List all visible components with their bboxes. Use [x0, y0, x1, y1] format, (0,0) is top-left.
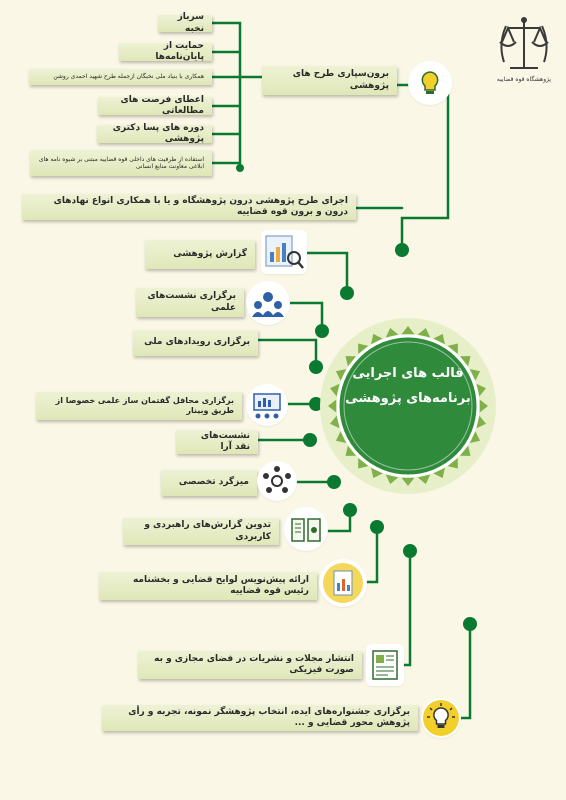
item-roundtable: میزگرد تخصصی	[161, 470, 257, 496]
item-draft-bills: ارائه پیش‌نویس لوایح قضایی و بخشنامه رئیس قوه قضاییه	[99, 572, 317, 600]
sub-item: سرباز نخبه	[158, 15, 212, 32]
center-title-line1: قالب های اجرایی	[352, 366, 464, 381]
lightbulb-icon	[410, 63, 450, 103]
webinar-icon	[248, 386, 286, 424]
magazine-icon	[368, 646, 402, 684]
logo-icon	[494, 14, 554, 74]
sub-item: استفاده از ظرفیت های داخلی قوه قضاییه مبتنی بر شیوه نامه های ابلاغی معاونت منابع انسانی	[30, 150, 212, 176]
report-icon	[263, 232, 305, 272]
item-verdict-review: نشست‌های نقد آرا	[176, 430, 258, 454]
center-title	[338, 362, 478, 411]
sub-item: دوره های پسا دکتری پژوهشی	[97, 125, 212, 143]
meeting-icon	[248, 283, 288, 323]
item-scientific-sessions: برگزاری نشست‌های علمی	[136, 288, 244, 317]
item-outsourcing: برون‌سپاری طرح های پژوهشی	[262, 66, 397, 95]
item-webinars: برگزاری محافل گفتمان ساز علمی خصوصا از طریق وبینار	[36, 392, 242, 420]
item-internal-research: اجرای طرح پژوهشی درون پژوهشگاه و یا با همکاری انواع نهادهای درون و برون قوه قضاییه	[22, 194, 356, 220]
item-national-events: برگزاری رویدادهای ملی	[133, 330, 258, 356]
sub-item: حمایت از پایان‌نامه‌ها	[119, 43, 212, 61]
item-journals: انتشار مجلات و نشریات در فضای مجازی و به صورت فیزیکی	[138, 651, 362, 679]
sub-item: اعطای فرصت های مطالعاتی	[98, 97, 212, 115]
item-strategic-reports: تدوین گزارش‌های راهبردی و کاربردی	[123, 518, 279, 545]
item-festivals: برگزاری جشنواره‌های ایده، انتخاب پژوهشگر نمونه، تجربه و رأی پژوهش محور قضایی و ...	[102, 705, 418, 731]
center-title-line2: برنامه‌های پژوهشی	[345, 390, 471, 406]
book-icon	[286, 509, 326, 549]
item-research-report: گزارش پژوهشی	[145, 240, 255, 269]
logo-caption: پژوهشگاه قوه قضاییه	[496, 76, 552, 83]
sub-item: همکاری با بنیاد ملی نخبگان ازجمله طرح شهید احمدی روشن	[29, 69, 212, 85]
document-icon	[321, 561, 365, 605]
roundtable-icon	[259, 463, 295, 499]
lightbulb-icon	[423, 700, 459, 736]
